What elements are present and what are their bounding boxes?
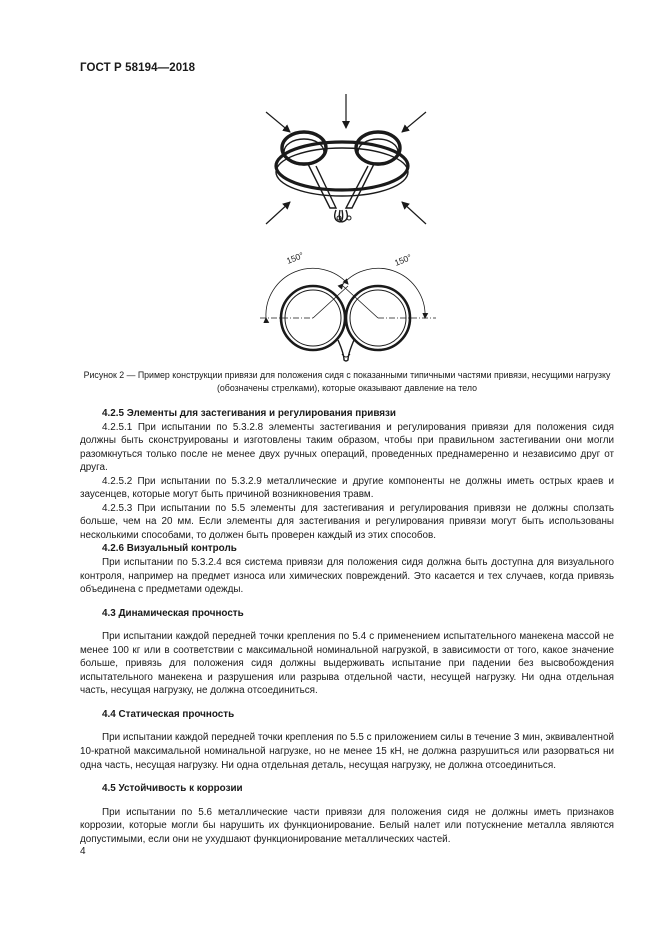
paragraph-4-5: При испытании по 5.6 металлические части привязи для положения сидя не должны иметь признаков коррозии, которые могли бы нарушить их функционирование. Белый налет или потускнение металла являются допустимыми, если они не ухудшают функционирование металлических частей. (80, 806, 614, 845)
section-heading-4-4: 4.4 Статическая прочность (102, 708, 235, 720)
section-heading-4-2-6: 4.2.6 Визуальный контроль (102, 543, 237, 555)
harness-diagram (200, 88, 460, 364)
paragraph-4-3: При испытании каждой передней точки крепления по 5.4 с применением испытательного манекена массой не менее 100 кг или в соответствии с максимальной номинальной нагрузкой, в зависимости от того, какое значение больше, привязь для положения сидя должны выдерживать испытание при падении без высвобождения испытательного манекена и разрушения или разрыва отдельной части, несущей нагрузку. Ни одна отдельная часть, несущая нагрузку, не должна отсоединиться. (80, 631, 614, 697)
angle-label-right: 150° (393, 251, 414, 268)
document-body (80, 407, 614, 846)
page-number: 4 (80, 846, 86, 857)
arrow-lower-right-icon (402, 202, 426, 224)
harness-figure (200, 88, 460, 364)
leg-loops-section (260, 268, 436, 361)
paragraph-4-2-5-1: 4.2.5.1 При испытании по 5.3.2.8 элементы застегивания и регулирования привязи для положения сидя должны быть сконструированы и изготовлены таким образом, чтобы при правильном застегивании они могли разомкнуться только после не менее двух ручных операций, проведенных преднамеренно и независимо друг от друга. (80, 421, 614, 474)
arrow-upper-right-icon (402, 112, 426, 132)
paragraph-4-4: При испытании каждой передней точки крепления по 5.5 с приложением силы в течение 3 мин, эквивалентной 10-кратной максимальной номинальной нагрузке, но не менее 15 кН, не должна разрушиться или разорваться ни одна часть, несущая нагрузку. Ни одна отдельная деталь, несущая нагрузку, не должна отсоединиться. (80, 732, 614, 771)
section-heading-4-3: 4.3 Динамическая прочность (102, 607, 244, 619)
angle-label-left: 150° (285, 249, 306, 266)
section-heading-4-5: 4.5 Устойчивость к коррозии (102, 783, 243, 795)
figure-caption: Рисунок 2 — Пример конструкции привязи для положения сидя с показанными типичными частями привязи, несущими нагрузку (обозначены стрелками), которые оказывают давление на тело (83, 370, 611, 393)
paragraph-4-2-6: При испытании по 5.3.2.4 вся система привязи для положения сидя должна быть доступна для визуального контроля, например на предмет износа или химических повреждений. Это касается и тех случаев, когда привязь объединена с предметами одежды. (80, 557, 614, 596)
paragraph-4-2-5-3: 4.2.5.3 При испытании по 5.5 элементы для застегивания и регулирования привязи не должны сползать больше, чем на 20 мм. Если элементы для застегивания и регулирования привязи могут быть использованы несколькими способами, то должен быть проверен каждый из этих способов. (80, 502, 614, 541)
section-heading-4-2-5: 4.2.5 Элементы для застегивания и регулирования привязи (102, 408, 397, 419)
harness-3d-view (276, 132, 408, 222)
arrow-upper-left-icon (266, 112, 290, 132)
document-code-header: ГОСТ Р 58194—2018 (80, 62, 196, 74)
paragraph-4-2-5-2: 4.2.5.2 При испытании по 5.3.2.9 металлические и другие компоненты не должны иметь острых краев и заусенцев, которые могут быть причиной возникновения травм. (80, 475, 614, 501)
arrow-lower-left-icon (266, 202, 290, 224)
